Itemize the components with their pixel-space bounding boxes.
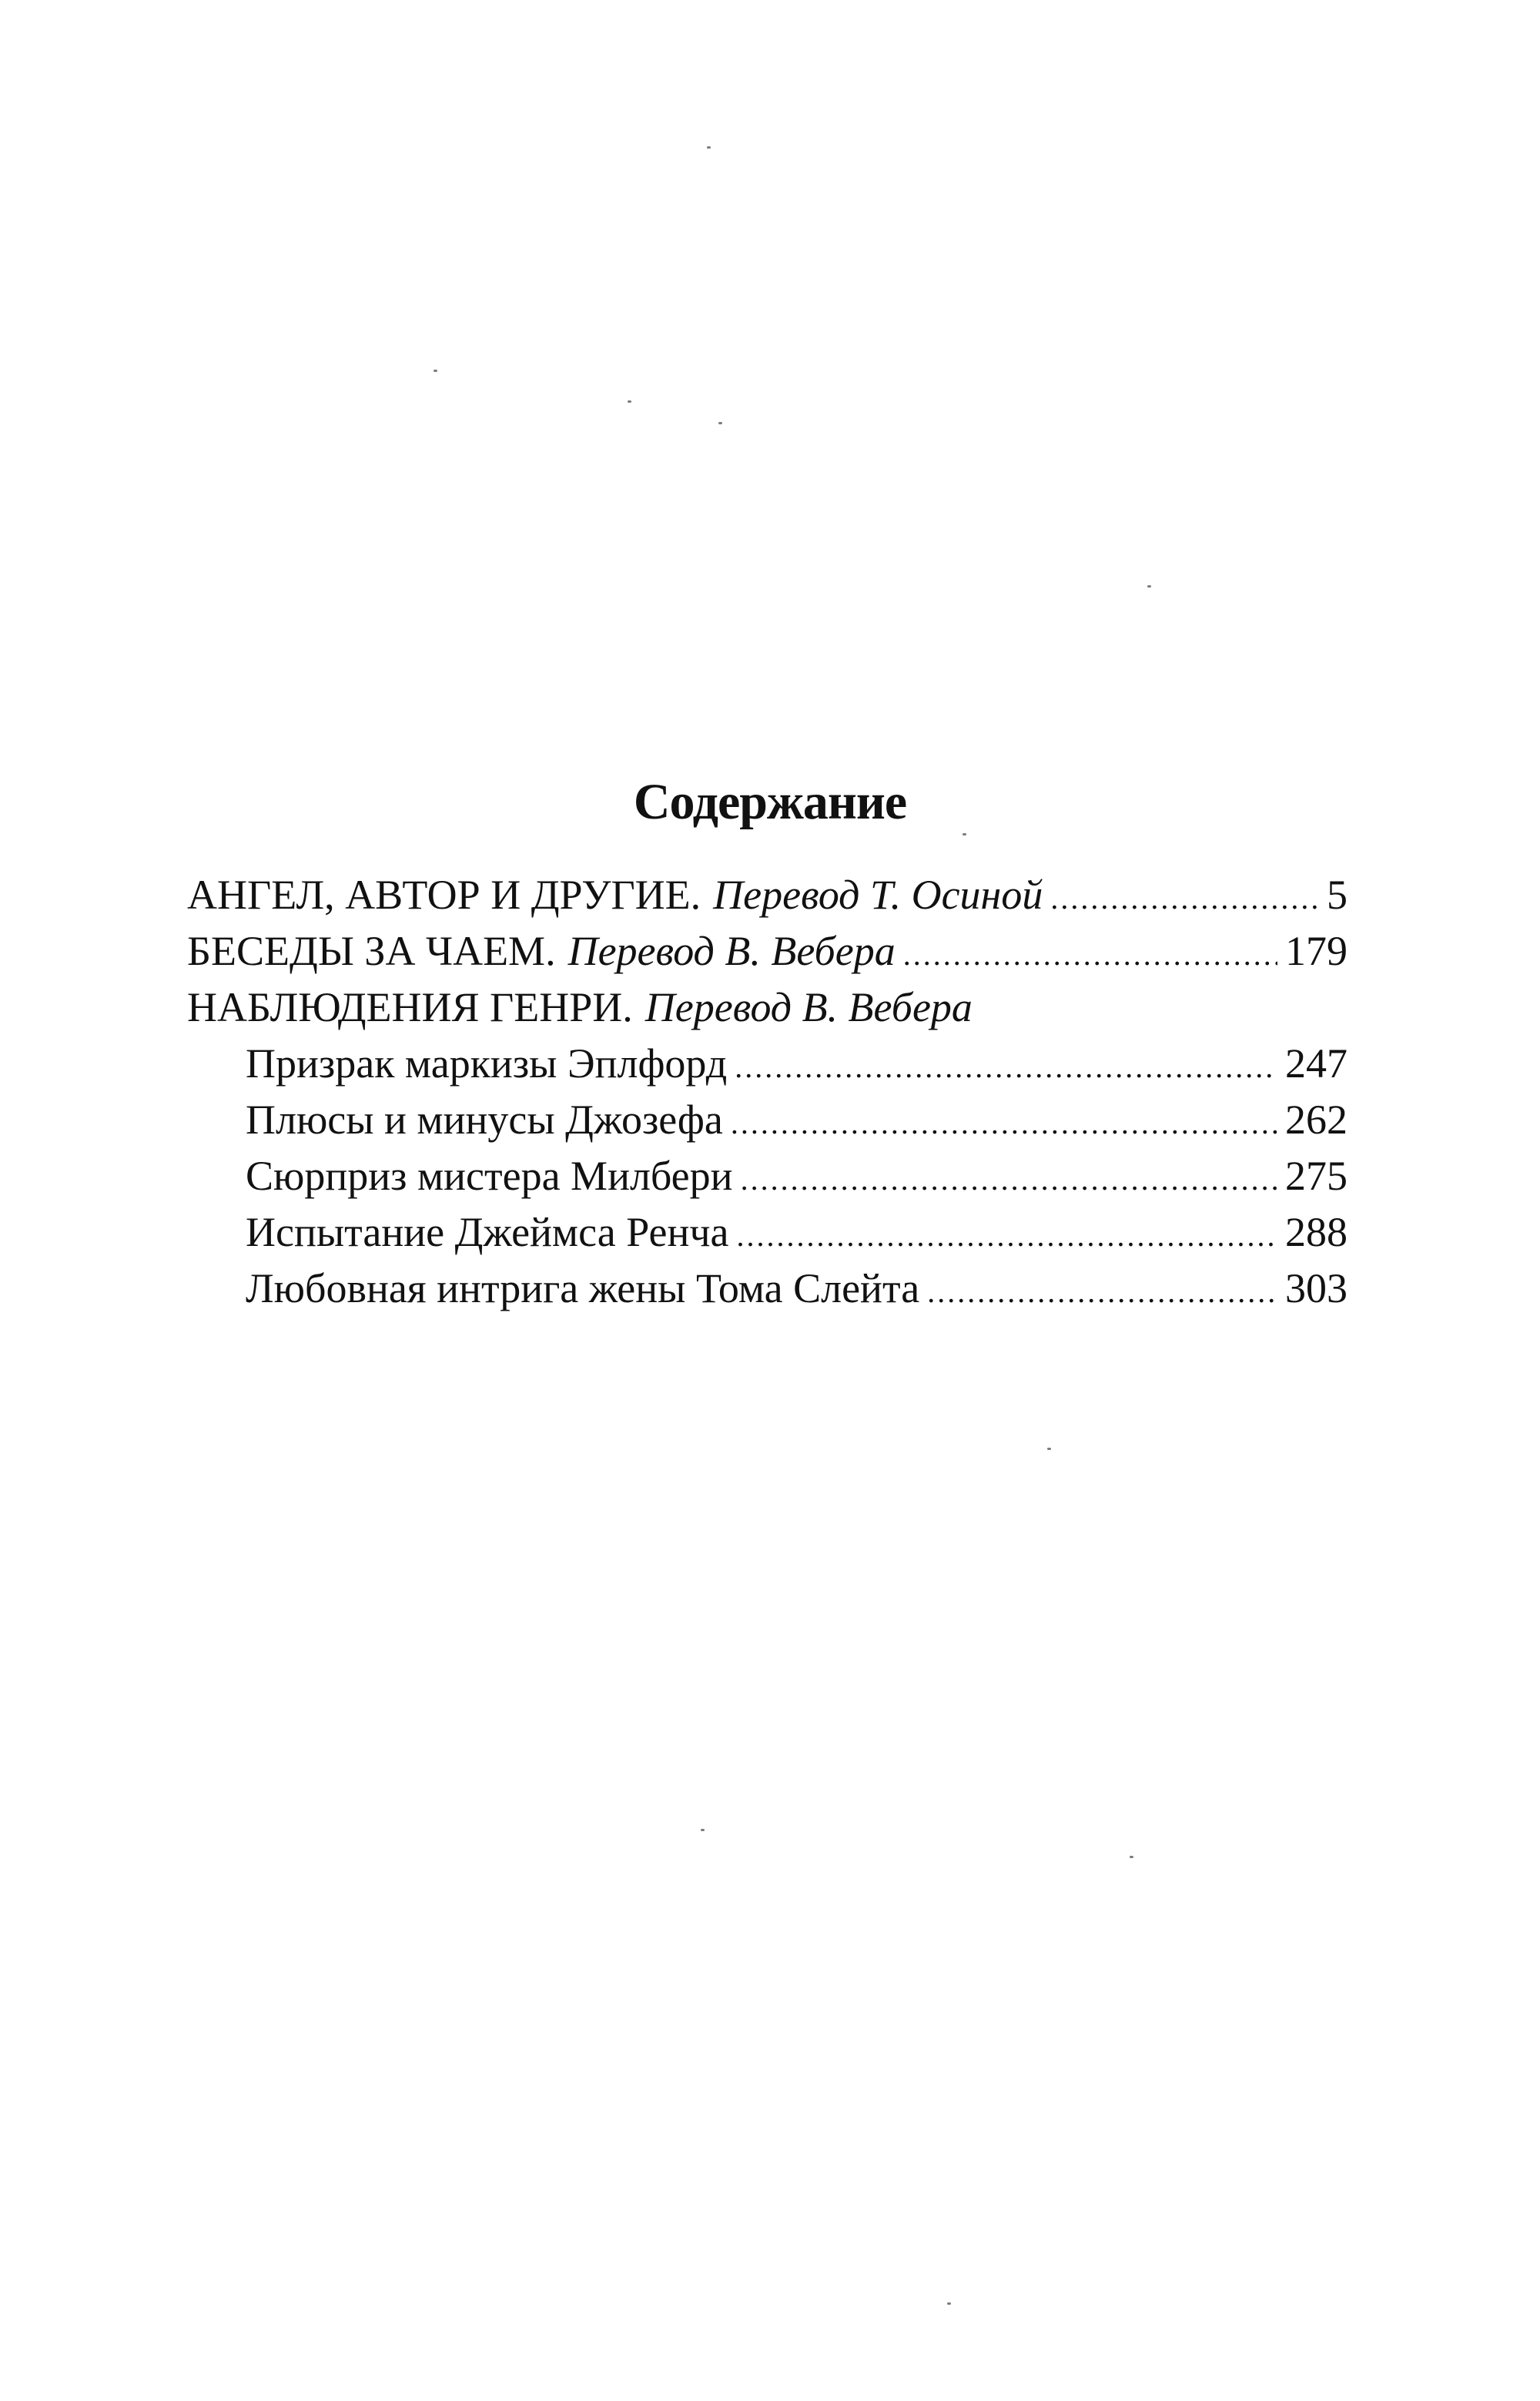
toc-entry-title: НАБЛЮДЕНИЯ ГЕНРИ.: [187, 984, 633, 1030]
toc-sub-entry-title: Испытание Джеймса Ренча: [246, 1209, 729, 1255]
dot-leader: [903, 926, 1277, 983]
toc-sub-entry: [187, 1148, 1348, 1204]
toc-entry-translator: Перевод В. Вебера: [644, 984, 973, 1030]
dot-leader: [1050, 870, 1319, 926]
toc-page-number: 5: [1327, 872, 1348, 918]
scan-speck: [707, 146, 711, 149]
toc-entry: [187, 867, 1348, 923]
toc-sub-entry: [187, 1204, 1348, 1261]
toc-page-number: 275: [1285, 1153, 1348, 1199]
scan-speck: [1130, 1856, 1133, 1858]
scan-speck: [1147, 585, 1151, 588]
dot-leader: [927, 1264, 1277, 1320]
toc-entry: [187, 923, 1348, 979]
toc-sub-entry-title: Призрак маркизы Эплфорд: [246, 1040, 728, 1087]
scan-speck: [947, 2302, 951, 2305]
scan-speck: [962, 833, 966, 835]
dot-leader: [735, 1039, 1277, 1095]
toc-page-number: 303: [1285, 1265, 1348, 1311]
toc-entry: [187, 979, 1348, 1036]
toc-entry-translator: Перевод Т. Осиной: [713, 872, 1043, 918]
scan-speck: [434, 370, 437, 372]
toc-page-number: 262: [1285, 1097, 1348, 1143]
toc-sub-entry: [187, 1261, 1348, 1317]
toc-sub-entry-title: Сюрприз мистера Милбери: [246, 1153, 733, 1199]
scan-speck: [1047, 1448, 1051, 1450]
toc-sub-entry-title: Любовная интрига жены Тома Слейта: [246, 1265, 920, 1311]
page-title: Содержание: [633, 774, 907, 831]
table-of-contents: [187, 867, 1348, 1317]
toc-page-number: 247: [1285, 1040, 1348, 1087]
scan-speck: [701, 1829, 705, 1831]
toc-page-number: 179: [1285, 928, 1348, 974]
toc-entry-title: БЕСЕДЫ ЗА ЧАЕМ.: [187, 928, 556, 974]
toc-sub-entry: [187, 1036, 1348, 1092]
toc-sub-entry-title: Плюсы и минусы Джозефа: [246, 1097, 723, 1143]
toc-page-number: 288: [1285, 1209, 1348, 1255]
dot-leader: [731, 1095, 1277, 1151]
toc-entry-translator: Перевод В. Вебера: [567, 928, 896, 974]
scan-speck: [628, 400, 631, 403]
dot-leader: [737, 1207, 1277, 1264]
dot-leader: [741, 1151, 1277, 1207]
toc-entry-title: АНГЕЛ, АВТОР И ДРУГИЕ.: [187, 872, 701, 918]
toc-sub-entry: [187, 1092, 1348, 1148]
scan-speck: [718, 422, 722, 424]
